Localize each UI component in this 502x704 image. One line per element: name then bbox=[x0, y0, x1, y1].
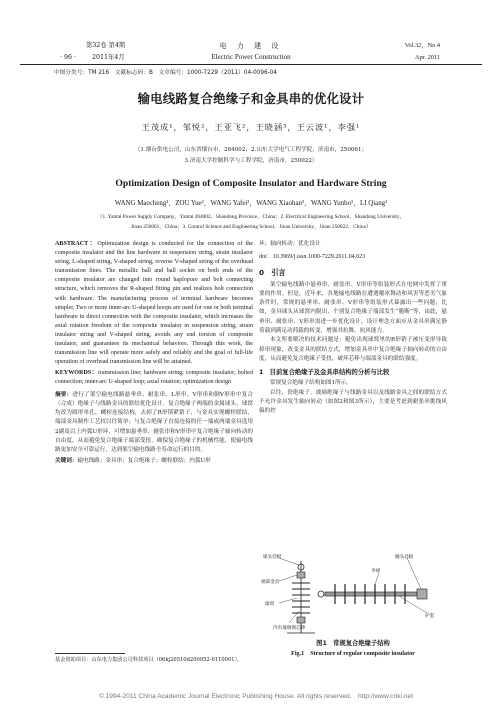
keywords-cn-label: 关键词： bbox=[55, 457, 78, 464]
copyright-footer: © 1994-2011 China Academic Journal Electronic Publishing House. All rights reserved. http://www.cnki.net bbox=[98, 693, 414, 700]
affiliation-cn-2: 3.济南大学控制科学与工程学院，济南市，250022） bbox=[184, 158, 318, 164]
abstract-en bbox=[55, 240, 253, 367]
keywords-en-text: transmission line; hardware string; composite insulator; bolted connection; inner-arc U-shaped loop; axial rotation; optimization design bbox=[55, 370, 253, 386]
abstract-cn-label: 摘要： bbox=[55, 391, 73, 398]
affiliation-en-2: Jinan 250061，China；3. Control Science and Engineering School，Jinan University，Jinan 250022，China） bbox=[130, 224, 372, 230]
keywords-cn bbox=[55, 457, 253, 466]
header-journal-en: Electric Power Construction bbox=[211, 53, 291, 61]
intro-paragraph-1: 架空输电线路中悬垂串、耐张串、V形串等组装形式在电网中发挥了重要的作用。但是，近年来，各地输电线路在遭遇覆冰舞动和风害等恶劣气象条件时，常规的悬垂串、耐张串、V形串等组装形式暴露出一些问题，比如，金具球头从球窝内脱出，个别复合绝缘子端部发生“脆断”等，由此，悬垂串、耐张串、V形串需进一步优化设计，设计理念方面应从金具串满足静荷载到满足动荷载的转变，增强其抗舞、抗风能力。 bbox=[259, 281, 447, 335]
label-ball-head: 球头挂板 bbox=[263, 555, 282, 560]
section-0-title: 0 引言 bbox=[259, 267, 286, 277]
authors-en: WANG Maocheng¹，ZOU Yue²，WANG Yafei²，WANG Xiaohan³，WANG Yunbo¹，LI Qiang¹ bbox=[114, 200, 388, 207]
label-sheath: 护套 bbox=[425, 614, 435, 619]
fund-note: 基金资助项目：山东电力集团公司科技项目（06kj20510d200952-0110001）。 bbox=[55, 657, 243, 663]
left-ball-socket-shape bbox=[318, 591, 324, 597]
horizontal-sheath bbox=[325, 592, 417, 596]
keywords-continued: 环；轴向转动；优化设计 bbox=[259, 241, 321, 247]
section-1-paragraph-1: 常规复合绝缘子结构如图1所示。 bbox=[270, 380, 352, 387]
keywords-en-label: KEYWORDS： bbox=[55, 370, 99, 377]
intro-paragraph-2: 本文所要解决的技术问题是：避免出现球窝里的R形销子被压变形导致掉串现象，改变金具的联结方式，增加金具串中复合绝缘子轴向转动的自由度，从而避免复合绝缘子受扭，破坏芯棒与端部金具的联结强度。 bbox=[259, 337, 447, 362]
end-fitting-lower-shape bbox=[297, 617, 305, 623]
title-cn: 输电线路复合绝缘子和金具串的优化设计 bbox=[137, 92, 365, 106]
right-end-fitting-shape bbox=[417, 589, 427, 599]
classification-line: 中图分类号：TM 216 文献标志码：B 文章编号：1000-7229（2011）04-0096-04 bbox=[54, 70, 277, 76]
end-fitting-shape bbox=[297, 572, 305, 578]
header-date-en: Apr. 2011 bbox=[415, 54, 440, 61]
label-socket-plate: 碗头挂板 bbox=[395, 555, 414, 560]
header-volume-en: Vol.32，No.4 bbox=[404, 42, 440, 49]
keywords-cn-text: 输电线路；金具串；复合绝缘子；螺栓联结；内弧U形 bbox=[77, 457, 211, 464]
abstract-en-label: ABSTRACT： bbox=[55, 241, 98, 247]
section-1-paragraph-2: 以往，瓷绝缘子、玻璃绝缘子与线路金具以及线路金具之间的联结方式不允许金具发生轴向转动（如图2和图3所示），主要是考虑到耐张串挑线风偏的控 bbox=[259, 389, 447, 415]
section-1-title: 1 目前复合绝缘子及金具串结构的分析与比较 bbox=[259, 369, 390, 377]
authors-cn: 王茂成¹，邹悦²，王亚飞²，王晓涵³，王云波¹，李强¹ bbox=[141, 122, 361, 132]
label-ball-socket: 球窝 bbox=[265, 602, 275, 607]
abstract-en-text: Optimization design is conducted for the connection of the composite insulator and the line hardware in suspension string, strain insulator string, L-shaped string, V-shaped string, reverse V-shaped string of the overhead transmission lines. The metallic ball and ball socket on both ends of the composite insulator are changed into round haplopore and bolt connecting structure, which removes the R-shaped fitting pin and realizes bolt connection with hardware. The manufacturing process of terminal hardware becomes simpler. Two or more inner-arc U-shaped hoops are used for one or both terminal hardware in direct connection with the composite insulator, which increases the axial rotation freedom of the composite insulator in suspension string, strain insulator string and V-shaped string, avoids any end torsion of composite insulator, and guarantees its mechanical behaviors. Through this work, the transmission line will operate more safely and reliably and the goal of full-life operation of overhead transmission line will be attained. bbox=[55, 241, 254, 366]
header-rule bbox=[20, 64, 482, 65]
header-volume-cn: 第32卷 第4期 bbox=[86, 42, 126, 49]
footnote-rule bbox=[55, 653, 125, 654]
label-umbrella-skirt: 伞裙 bbox=[371, 569, 381, 574]
figure-1-caption-cn: 图1 常规复合绝缘子结构 bbox=[316, 640, 390, 647]
figure-1-caption-en: Fig.1 Structure of regular composite insulator bbox=[291, 651, 415, 657]
abstract-cn-text: 进行了架空输电线路悬垂串、耐张串、L形串、V形串和倒V形串中复合（合成）绝缘子与线路金具的联结优化设计。复合绝缘子两端的金属球头、球窝均改为圆形单孔、螺栓连接结构，去掉了R形锁紧销子，与金具实现螺栓联结，端部金具制作工艺较以往简单；与复合绝缘子直接连接的任一端或两端金具选用2副及以上内弧U形环，可增加悬垂串、耐张串和V形串中复合绝缘子轴向转动的自由度，从而避免复合绝缘子端部受扭，确保复合绝缘子的机械性能，使输电线路更加安全可靠运行，达到架空输电线路全寿命运行的目的。 bbox=[55, 391, 253, 454]
header-page-number: · 96 · bbox=[60, 54, 77, 61]
affiliation-cn-1: （1.烟台供电公司，山东省烟台市，264002；2.山东大学电气工程学院，济南市，250061； bbox=[134, 147, 368, 153]
affiliation-en-1: （1. Yantai Power Supply Company，Yantai 264002，Shandong Province，China；2. Electrical Engineering School，Shandong University， bbox=[97, 214, 405, 220]
title-en: Optimization Design of Composite Insulator and Hardware String bbox=[115, 178, 387, 189]
label-core-rod: 内有玻璃钢芯棒 bbox=[273, 626, 306, 631]
header-date-cn: 2011年4月 bbox=[92, 54, 125, 61]
left-column bbox=[55, 240, 253, 466]
right-column bbox=[259, 240, 447, 416]
label-end-fitting: 端部金具 bbox=[261, 580, 280, 585]
abstract-cn bbox=[55, 391, 253, 456]
keywords-en bbox=[55, 369, 253, 387]
figure-1-insulator-diagram bbox=[259, 553, 447, 637]
doi: doi：10.3969/j.issn.1000-7229.2011.04.023 bbox=[259, 254, 366, 261]
header-journal-cn: 电 力 建 设 bbox=[219, 42, 283, 50]
